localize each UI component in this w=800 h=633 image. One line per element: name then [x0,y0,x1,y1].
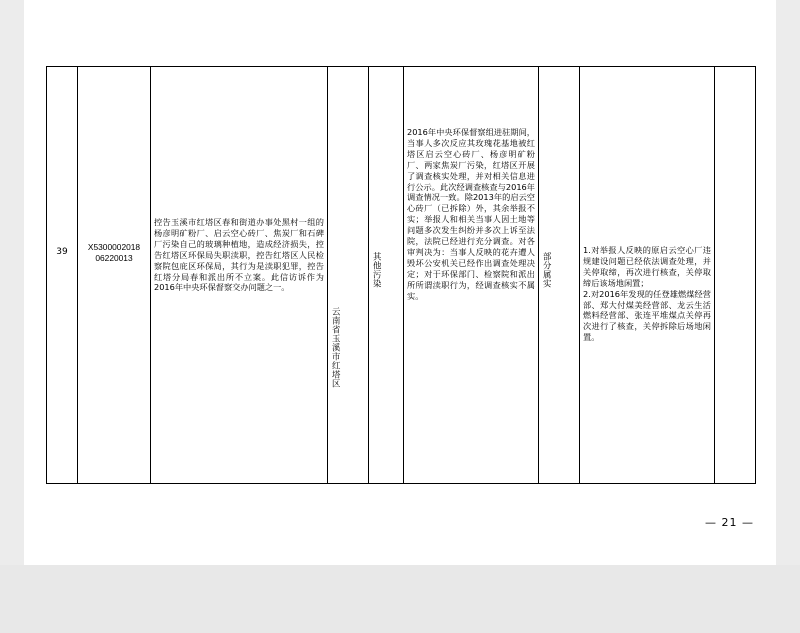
cell-location [328,67,369,484]
row-type: 其他污染 [372,252,383,288]
cell-index [47,67,78,484]
table-row [47,67,756,484]
cell-remark [715,67,756,484]
row-investigation: 2016年中央环保督察组进驻期间，当事人多次反应其玫瑰花基地被红塔区启云空心砖厂、杨彦明矿粉厂、两家焦炭厂污染，红塔区开展了调查核实处理，并对相关信息进行公示。此次经调查核查与2016年调查情况一致。除2013年的启云空心砖厂（已拆除）外，其余举报不实；举报人和相关当事人因土地等问题多次发生纠纷并多次上诉至法院，法院已经进行充分调查。对各审判决为：当事人反映的花卉遭人毁坏公安机关已经作出调查处理决定；对于环保部门、检察院和派出所所谓渎职行为，经调查核实不属实。 [407,127,535,301]
row-remark [715,67,755,483]
row-description: 控告玉溪市红塔区春和街道办事处黑村一组的杨彦明矿粉厂、启云空心砖厂、焦炭厂和石碑厂污染自己的玻璃种植地，造成经济损失，控告红塔区环保局失职渎职，控告红塔区人民检察院包庇区环保局，其行为是渎职犯罪，控告红塔分局春和派出所不立案。此信访诉作为2016年中央环保督察交办问题之一。 [154,217,324,293]
cell-result [580,67,715,484]
page-margin-right [776,0,800,565]
row-code: X5300002018 06220013 [87,242,141,263]
cell-description [151,67,328,484]
row-index: 39 [56,247,68,257]
row-result: 1.对举报人反映的原启云空心厂违规建设问题已经依法调查处理，并关停取缔，再次进行核查，关停取缔后该场地闲置； 2.对2016年发现的任登雄燃煤经营部、郑大付煤美经营部、龙云生活燃料经营部、张连平堆煤点关停再次进行了核查，关停拆除后场地闲置。 [583,245,711,343]
complaints-table [46,66,756,484]
row-location: 云南省玉溪市红塔区 [331,307,342,388]
cell-attribution [539,67,580,484]
cell-type [369,67,404,484]
cell-code [78,67,151,484]
row-attribution: 部分属实 [542,252,553,288]
page-number: — 21 — [705,516,754,529]
cell-investigation [404,67,539,484]
page-margin-left [0,0,24,565]
